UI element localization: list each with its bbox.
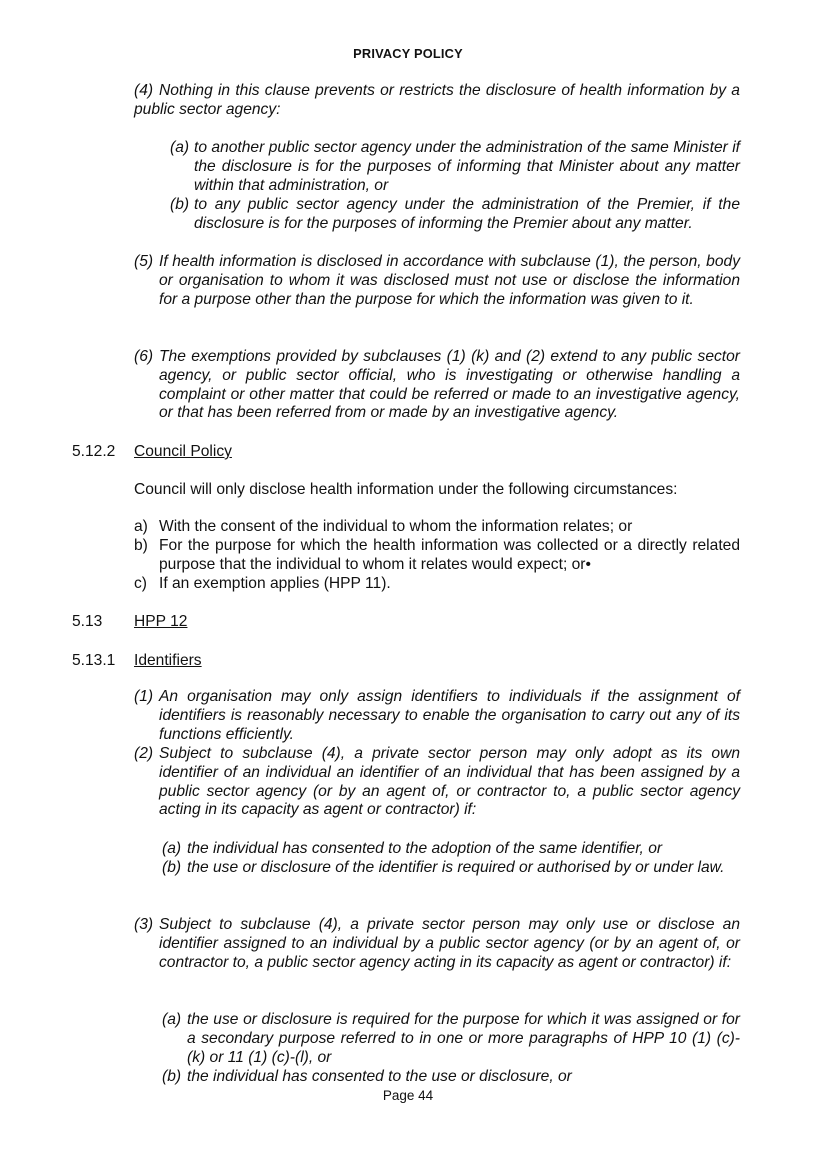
page-header: PRIVACY POLICY bbox=[353, 46, 463, 61]
clause-4b bbox=[170, 196, 740, 234]
clause-4 bbox=[134, 82, 740, 120]
clause-3a-text: the use or disclosure is required for the purpose for which it was assigned or for a secondary purpose referred to in one or more paragraphs of HPP 10 (1) (c)-(k) or 11 (1) (c)-(l), or bbox=[187, 1011, 740, 1066]
list-item-text: For the purpose for which the health information was collected or a directly related purpose that the individual to whom it relates would expect; or• bbox=[159, 537, 740, 573]
clause-number: (b) bbox=[162, 859, 182, 876]
section-title: Council Policy bbox=[134, 443, 232, 460]
list-item-text: With the consent of the individual to whom the information relates; or bbox=[159, 518, 633, 535]
clause-number: (2) bbox=[134, 745, 154, 762]
section-number: 5.13.1 bbox=[72, 652, 116, 669]
clause-1-text: An organisation may only assign identifiers to individuals if the assignment of identifiers is reasonably necessary to enable the organisation to carry out any of its functions efficiently. bbox=[159, 688, 740, 743]
clause-number: (6) bbox=[134, 348, 154, 365]
clause-4a bbox=[170, 139, 740, 195]
list-marker: c) bbox=[134, 575, 147, 592]
clause-2a bbox=[162, 840, 740, 859]
clause-6-text: The exemptions provided by subclauses (1) (k) and (2) extend to any public sector agency, or public sector official, who is investigating or otherwise handling a complaint or other matter that could be referred or made to an investigative agency, or that has been referred from or made by an investigative agency. bbox=[159, 348, 740, 422]
section-title: Identifiers bbox=[134, 652, 202, 669]
clause-5-text: If health information is disclosed in accordance with subclause (1), the person, body or organisation to whom it was disclosed must not use or disclose the information for a purpose other than the purpose for which the information was given to it. bbox=[159, 253, 740, 308]
clause-4b-text: to any public sector agency under the administration of the Premier, if the disclosure is for the purposes of informing the Premier about any matter. bbox=[194, 196, 740, 232]
clause-4-text: Nothing in this clause prevents or restricts the disclosure of health information by a public sector agency: bbox=[134, 82, 740, 118]
clause-3b bbox=[162, 1068, 740, 1087]
clause-3 bbox=[134, 916, 740, 972]
clause-5 bbox=[134, 253, 740, 309]
clause-2b-text: the use or disclosure of the identifier is required or authorised by or under law. bbox=[187, 859, 725, 876]
list-item bbox=[134, 575, 740, 594]
list-item bbox=[134, 537, 740, 575]
clause-2b bbox=[162, 859, 740, 878]
page-number: Page 44 bbox=[382, 1088, 434, 1103]
clause-number: (a) bbox=[162, 840, 182, 857]
clause-2 bbox=[134, 745, 740, 820]
clause-number: (a) bbox=[162, 1011, 182, 1028]
section-title: HPP 12 bbox=[134, 613, 188, 630]
clause-1 bbox=[134, 688, 740, 744]
list-item bbox=[134, 518, 740, 537]
clause-3a bbox=[162, 1011, 740, 1067]
clause-number: (a) bbox=[170, 139, 190, 156]
clause-number: (5) bbox=[134, 253, 154, 270]
clause-number: (1) bbox=[134, 688, 154, 705]
clause-6 bbox=[134, 348, 740, 423]
policy-intro-text: Council will only disclose health information under the following circumstances: bbox=[134, 481, 678, 498]
section-number: 5.12.2 bbox=[72, 443, 116, 460]
clause-number: (3) bbox=[134, 916, 154, 933]
clause-number: (4) bbox=[134, 82, 154, 99]
clause-text bbox=[134, 82, 740, 120]
clause-4a-text: to another public sector agency under the administration of the same Minister if the disclosure is for the purposes of informing that Minister about any matter within that administration, or bbox=[194, 139, 740, 194]
list-item-text: If an exemption applies (HPP 11). bbox=[159, 575, 391, 592]
list-marker: b) bbox=[134, 537, 148, 554]
list-marker: a) bbox=[134, 518, 148, 535]
clause-2a-text: the individual has consented to the adoption of the same identifier, or bbox=[187, 840, 663, 857]
clause-2-text: Subject to subclause (4), a private sector person may only adopt as its own identifier of an individual an identifier of an individual that has been assigned by a public sector agency (or by an agent of, or contractor to, a public sector agency acting in its capacity as agent or contractor) if: bbox=[159, 745, 740, 819]
clause-3b-text: the individual has consented to the use or disclosure, or bbox=[187, 1068, 572, 1085]
clause-number: (b) bbox=[162, 1068, 182, 1085]
clause-3-text: Subject to subclause (4), a private sector person may only use or disclose an identifier assigned to an individual by a public sector agency (or by an agent of, or contractor to, a public sector agency acting in its capacity as agent or contractor) if: bbox=[159, 916, 740, 971]
policy-intro bbox=[134, 481, 754, 500]
section-number: 5.13 bbox=[72, 613, 103, 630]
clause-number: (b) bbox=[170, 196, 190, 213]
